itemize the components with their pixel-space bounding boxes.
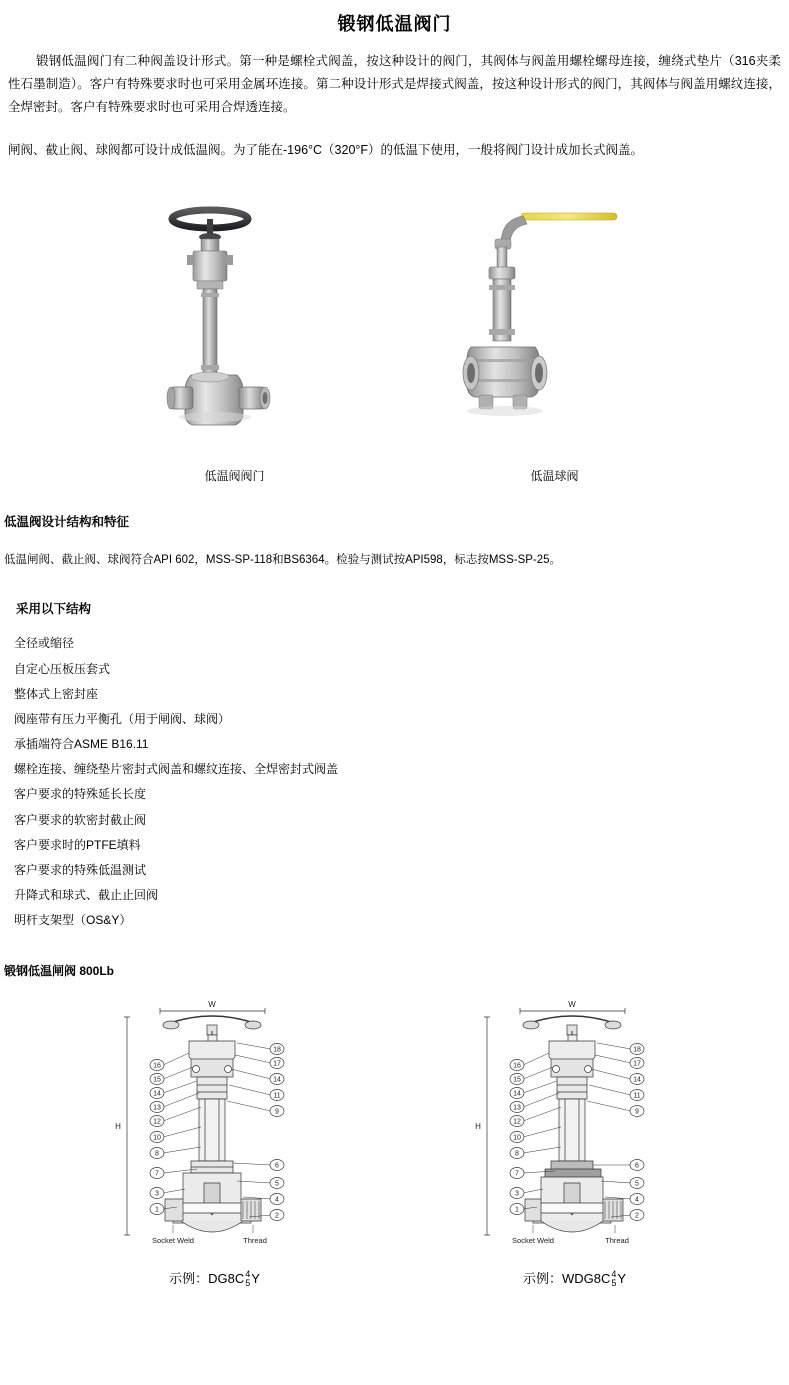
- svg-text:W: W: [567, 999, 576, 1009]
- drawing-block-wdg8c: [425, 997, 725, 1289]
- document-page: [0, 10, 789, 1309]
- list-item: 客户要求的特殊延长长度: [14, 787, 147, 802]
- fraction-numerator: 4: [611, 1268, 617, 1279]
- list-item: 客户要求时的PTFE填料: [14, 837, 141, 852]
- svg-text:H: H: [474, 1121, 481, 1131]
- drawing-caption-suffix: Y: [251, 1270, 260, 1286]
- svg-text:7: 7: [514, 1170, 519, 1178]
- svg-text:3: 3: [514, 1190, 519, 1198]
- cryogenic-ball-valve-photo: [455, 197, 655, 447]
- svg-text:18: 18: [272, 1046, 281, 1054]
- svg-text:16: 16: [152, 1062, 161, 1070]
- cryogenic-globe-valve-photo: [135, 197, 335, 447]
- list-item: 承插端符合ASME B16.11: [14, 737, 149, 752]
- svg-text:6: 6: [634, 1162, 639, 1170]
- svg-text:W: W: [207, 999, 216, 1009]
- svg-text:4: 4: [274, 1196, 279, 1204]
- section-heading-drawings: 锻钢低温闸阀 800Lb: [4, 963, 115, 978]
- svg-text:10: 10: [512, 1134, 521, 1142]
- svg-text:13: 13: [512, 1104, 521, 1112]
- svg-text:4: 4: [634, 1196, 639, 1204]
- fraction-denominator: 5: [245, 1278, 251, 1289]
- svg-text:17: 17: [272, 1060, 281, 1068]
- svg-text:2: 2: [634, 1212, 639, 1220]
- svg-text:11: 11: [632, 1092, 641, 1100]
- drawing-caption-prefix: 示例：WDG8C: [522, 1270, 611, 1286]
- svg-text:Socket Weld: Socket Weld: [151, 1235, 194, 1245]
- svg-text:17: 17: [632, 1060, 641, 1068]
- svg-text:14: 14: [632, 1076, 641, 1084]
- svg-text:13: 13: [152, 1104, 161, 1112]
- intro-paragraph: 锻钢低温阀门有二种阀盖设计形式。第一种是螺栓式阀盖，按这种设计的阀门，其阀体与阀盖用螺栓螺母连接，缠绕式垫片（316夹柔性石墨制造）。客户有特殊要求时也可采用金属环连接。第二种设计形式是焊接式阀盖，按这种设计形式的阀门，其阀体与阀盖用螺纹连接，全焊密封。客户有特殊要求时也可采用合焊透连接。: [8, 54, 781, 115]
- svg-text:Thread: Thread: [604, 1235, 629, 1245]
- photo-caption: 低温球阀: [530, 468, 579, 483]
- section-heading-design: 低温阀设计结构和特征: [4, 514, 130, 529]
- svg-text:15: 15: [152, 1076, 161, 1084]
- svg-text:5: 5: [634, 1180, 639, 1188]
- drawing-caption-fraction: [245, 1270, 250, 1289]
- svg-text:2: 2: [274, 1212, 279, 1220]
- drawing-block-dg8c: [65, 997, 365, 1289]
- gate-valve-section-drawing: [65, 997, 365, 1262]
- svg-text:12: 12: [512, 1118, 521, 1126]
- list-item: 整体式上密封座: [14, 686, 99, 701]
- drawing-caption: [425, 1268, 725, 1289]
- svg-text:6: 6: [274, 1162, 279, 1170]
- svg-text:14: 14: [272, 1076, 281, 1084]
- page-title: 锻钢低温阀门: [337, 14, 452, 34]
- svg-text:16: 16: [512, 1062, 521, 1070]
- photo-caption: 低温阀阀门: [204, 468, 265, 483]
- svg-text:12: 12: [152, 1118, 161, 1126]
- fraction-numerator: 4: [245, 1268, 251, 1279]
- photo-block-ball: [455, 197, 655, 484]
- drawing-caption-fraction: [611, 1270, 616, 1289]
- svg-text:1: 1: [514, 1206, 519, 1214]
- structure-feature-list: [0, 631, 789, 933]
- list-item: 自定心压板压套式: [14, 661, 111, 676]
- list-item: 客户要求的特殊低温测试: [14, 863, 147, 878]
- svg-text:Thread: Thread: [242, 1235, 267, 1245]
- svg-text:11: 11: [272, 1092, 281, 1100]
- svg-text:9: 9: [634, 1108, 639, 1116]
- list-item: 阀座带有压力平衡孔（用于闸阀、球阀）: [14, 711, 231, 726]
- fraction-denominator: 5: [611, 1278, 617, 1289]
- svg-text:18: 18: [632, 1046, 641, 1054]
- drawing-caption-suffix: Y: [617, 1270, 627, 1286]
- list-item: 客户要求的软密封截止阀: [14, 812, 147, 827]
- svg-text:H: H: [114, 1121, 121, 1131]
- valve-photos: [0, 197, 789, 484]
- svg-text:Socket Weld: Socket Weld: [511, 1235, 554, 1245]
- svg-text:14: 14: [512, 1090, 521, 1098]
- list-item: 全径或缩径: [14, 636, 75, 651]
- svg-text:10: 10: [152, 1134, 161, 1142]
- svg-text:8: 8: [514, 1150, 519, 1158]
- svg-text:15: 15: [512, 1076, 521, 1084]
- drawing-caption: [65, 1268, 365, 1289]
- list-item: 明杆支架型（OS&Y）: [14, 913, 132, 928]
- svg-text:7: 7: [154, 1170, 159, 1178]
- standards-text: 低温闸阀、截止阀、球阀符合API 602，MSS-SP-118和BS6364。检验与测试按API598，标志按MSS-SP-25。: [4, 553, 562, 566]
- list-item: 升降式和球式、截止止回阀: [14, 888, 159, 903]
- list-item: 螺栓连接、缠绕垫片密封式阀盖和螺纹连接、全焊密封式阀盖: [14, 762, 339, 777]
- svg-text:1: 1: [154, 1206, 159, 1214]
- svg-text:8: 8: [154, 1150, 159, 1158]
- section-heading-structure: 采用以下结构: [16, 602, 92, 617]
- svg-text:5: 5: [274, 1180, 279, 1188]
- second-paragraph: 闸阀、截止阀、球阀都可设计成低温阀。为了能在-196°C（320°F）的低温下使用，一般将阀门设计成加长式阀盖。: [8, 143, 644, 158]
- welded-bonnet-gate-valve-section-drawing: [425, 997, 725, 1262]
- photo-block-globe: [135, 197, 335, 484]
- svg-text:14: 14: [152, 1090, 161, 1098]
- technical-drawings: [0, 997, 789, 1289]
- svg-text:9: 9: [274, 1108, 279, 1116]
- drawing-caption-prefix: 示例：DG8C: [169, 1270, 245, 1286]
- svg-text:3: 3: [154, 1190, 159, 1198]
